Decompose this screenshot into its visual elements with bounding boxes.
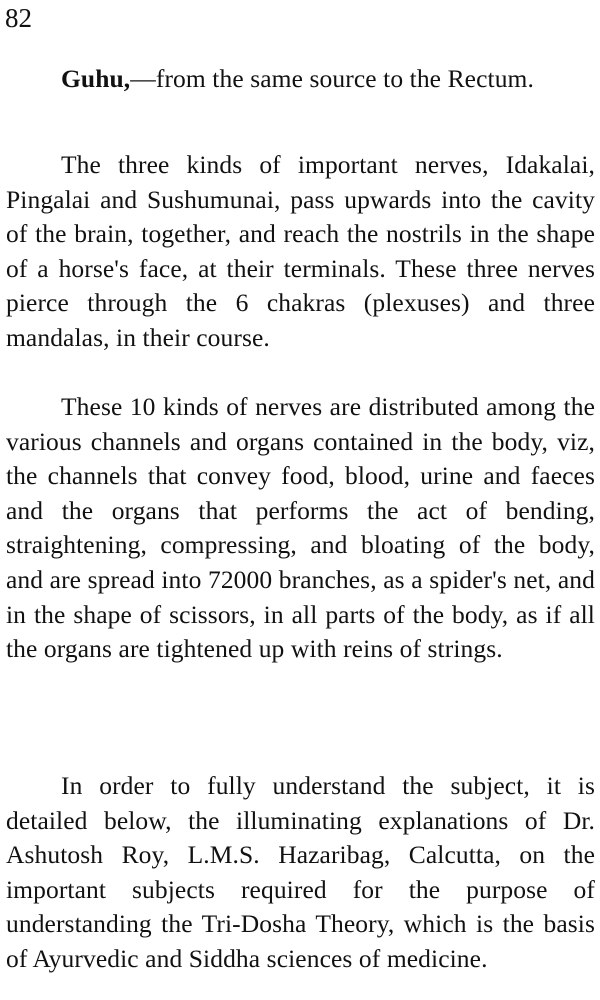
guhu-term: Guhu, [61,64,131,93]
paragraph-ten-nerves: These 10 kinds of nerves are distributed among the various channels and organs contained in the body, viz, the channels that convey food, blood, urine and faeces and the organs that performs the act of bending, straightening, compressing, and bloating of the body, and are spread into 72000 branches, as a spider's net, and in the shape of scissors, in all parts of the body, as if all the organs are tightened up with reins of strings. [6,392,595,664]
page-number: 82 [5,3,32,33]
paragraph-guhu [6,62,595,97]
guhu-description: —from the same source to the Rectum. [130,64,534,93]
paragraph-explanations: In order to fully understand the subject, it is detailed below, the illuminating explanations of Dr. Ashutosh Roy, L.M.S. Hazaribag, Calcutta, on the important subjects required for the purpose of understanding the Tri-Dosha Theory, which is the basis of Ayurvedic and Siddha sciences of medicine. [6,771,595,973]
paragraph-three-nerves: The three kinds of important nerves, Idakalai, Pingalai and Sushumunai, pass upwards into the cavity of the brain, together, and reach the nostrils in the shape of a horse's face, at their terminals. These three nerves pierce through the 6 chakras (plexuses) and three mandalas, in their course. [6,150,595,352]
